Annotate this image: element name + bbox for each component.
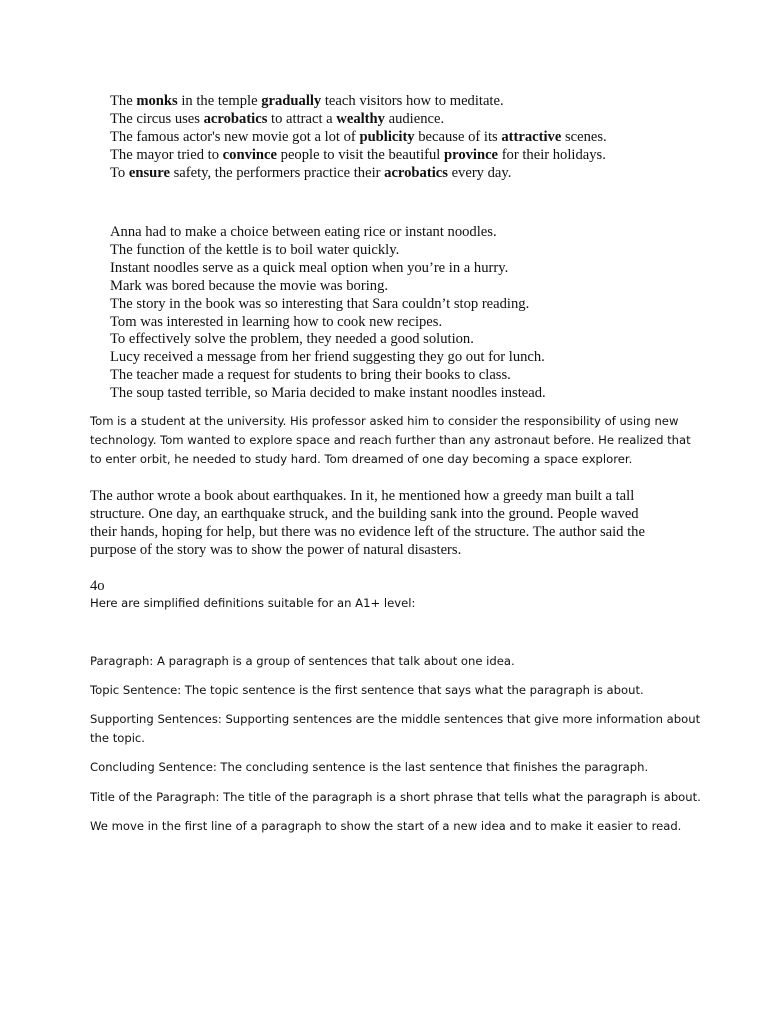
simple-sentence: Anna had to make a choice between eating rice or instant noodles. — [110, 224, 497, 240]
definitions-intro: Here are simplified definitions suitable for an A1+ level: — [90, 596, 416, 610]
tom-paragraph — [0, 412, 768, 469]
vocab-word: acrobatics — [203, 110, 268, 127]
simple-sentence: Instant noodles serve as a quick meal option when you’re in a hurry. — [110, 259, 509, 276]
vocab-word: ensure — [128, 164, 170, 181]
definition-paragraph: Topic Sentence: The topic sentence is the first sentence that says what the paragraph is about. — [90, 683, 644, 697]
vocab-sentence: The famous actor's new movie got a lot of publicity because of its attractive scenes. — [110, 128, 607, 145]
paragraph-line: structure. One day, an earthquake struck, and the building sank into the ground. People waved — [90, 505, 639, 522]
simple-sentence: To effectively solve the problem, they needed a good solution. — [110, 331, 474, 348]
simple-sentence: Mark was bored because the movie was boring. — [110, 277, 389, 294]
vocab-sentence-list — [0, 93, 768, 183]
paragraph-line: Tom is a student at the university. His professor asked him to consider the responsibility of using new — [90, 414, 679, 428]
definition-paragraph: We move in the first line of a paragraph to show the start of a new idea and to make it easier to read. — [90, 819, 682, 833]
vocab-word: monks — [136, 93, 178, 109]
vocab-sentence: The circus uses acrobatics to attract a wealthy audience. — [110, 110, 445, 127]
vocab-sentence: To ensure safety, the performers practice their acrobatics every day. — [110, 164, 512, 181]
vocab-word: publicity — [359, 128, 415, 145]
paragraph-line: their hands, hoping for help, but there was no evidence left of the structure. The author said the — [90, 523, 645, 540]
simple-sentence: Lucy received a message from her friend suggesting they go out for lunch. — [110, 349, 545, 366]
simple-sentence: The soup tasted terrible, so Maria decided to make instant noodles instead. — [110, 385, 546, 402]
simple-sentence-list — [0, 224, 768, 403]
paragraph-line: purpose of the story was to show the power of natural disasters. — [90, 541, 462, 558]
vocab-word: gradually — [261, 93, 322, 109]
paragraph-line: technology. Tom wanted to explore space and reach further than any astronaut before. He realized that — [90, 433, 691, 447]
definition-paragraph: Title of the Paragraph: The title of the paragraph is a short phrase that tells what the paragraph is about. — [90, 790, 701, 804]
vocab-word: attractive — [501, 128, 562, 145]
definition-paragraph: Supporting Sentences: Supporting sentences are the middle sentences that give more information about the topic. — [90, 712, 701, 745]
simple-sentence: Tom was interested in learning how to cook new recipes. — [110, 313, 443, 330]
simple-sentence: The function of the kettle is to boil water quickly. — [110, 241, 400, 258]
author-paragraph — [0, 488, 768, 560]
vocab-word: wealthy — [336, 110, 385, 127]
model-label: 4o — [90, 578, 105, 594]
vocab-word: province — [443, 146, 499, 163]
simple-sentence: The story in the book was so interesting that Sara couldn’t stop reading. — [110, 295, 530, 312]
vocab-sentence: The monks in the temple gradually teach visitors how to meditate. — [110, 93, 504, 109]
vocab-word: acrobatics — [384, 164, 448, 181]
definition-paragraph: Concluding Sentence: The concluding sentence is the last sentence that finishes the paragraph. — [90, 760, 649, 774]
paragraph-line: to enter orbit, he needed to study hard. Tom dreamed of one day becoming a space explorer. — [90, 452, 633, 466]
paragraph-line: The author wrote a book about earthquakes. In it, he mentioned how a greedy man built a tall — [90, 488, 635, 504]
definition-paragraph: Paragraph: A paragraph is a group of sentences that talk about one idea. — [90, 654, 515, 668]
vocab-word: convince — [222, 146, 277, 163]
simple-sentence: The teacher made a request for students to bring their books to class. — [110, 367, 511, 384]
vocab-sentence: The mayor tried to convince people to visit the beautiful province for their holidays. — [110, 146, 606, 163]
